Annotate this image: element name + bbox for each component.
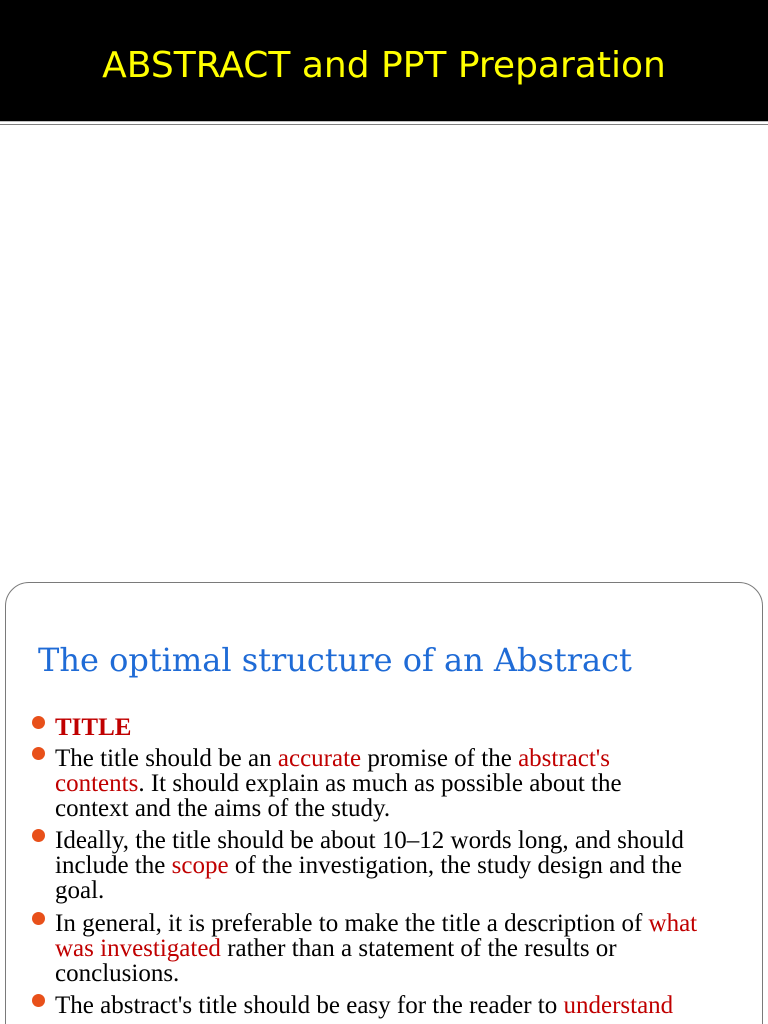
bullet-line [55,936,750,961]
bullet-item [30,993,750,1018]
bullet-icon [32,912,45,925]
highlighted-text-run: contents [55,770,139,797]
bullet-text [55,746,750,821]
bullet-icon [32,716,45,729]
bullet-text-run: Ideally, the title should be about 10–12 words long, and should [55,827,684,854]
highlighted-text-run: TITLE [55,714,132,741]
bullet-text-run: goal. [55,877,105,904]
bullet-text [55,715,750,740]
highlighted-text-run: abstract's [518,745,611,772]
bullet-icon [32,747,45,760]
bullet-icon [32,829,45,842]
bullet-text-run: conclusions. [55,960,180,987]
bullet-icon [32,994,45,1007]
bullet-line [55,961,750,986]
bullet-text [55,993,750,1018]
header-divider-top [0,121,768,122]
bullet-text-run: context and the aims of the study. [55,795,391,822]
highlighted-text-run: accurate [277,745,362,772]
bullet-text-run: rather than a statement of the results or [220,935,617,962]
bullet-line [55,771,750,796]
bullet-text-run: The title should be an [55,745,278,772]
bullet-line [55,878,750,903]
bullet-line [55,911,750,936]
bullet-line [55,715,750,740]
highlighted-text-run: what [648,910,698,937]
highlighted-text-run: scope [171,852,229,879]
page-title: ABSTRACT and PPT Preparation [102,45,666,86]
bullet-item [30,828,750,903]
slide-heading: The optimal structure of an Abstract [38,641,632,679]
bullet-text [55,828,750,903]
bullet-text [55,911,750,986]
bullet-text-run: The abstract's title should be easy for the reader to [55,992,564,1019]
bullet-text-run: In general, it is preferable to make the title a description of [55,910,649,937]
bullet-line [55,746,750,771]
bullet-line [55,828,750,853]
highlighted-text-run: understand [563,992,674,1019]
bullet-text-run: of the investigation, the study design and the [228,852,682,879]
bullet-item [30,746,750,821]
bullet-text-run: promise of the [361,745,519,772]
header-divider-bottom [0,124,768,125]
bullet-text-run: include the [55,852,172,879]
bullet-line [55,993,750,1018]
bullet-item [30,911,750,986]
bullet-item [30,715,750,740]
bullet-line [55,796,750,821]
highlighted-text-run: was investigated [55,935,221,962]
bullet-line [55,853,750,878]
bullet-text-run: . It should explain as much as possible about the [138,770,622,797]
